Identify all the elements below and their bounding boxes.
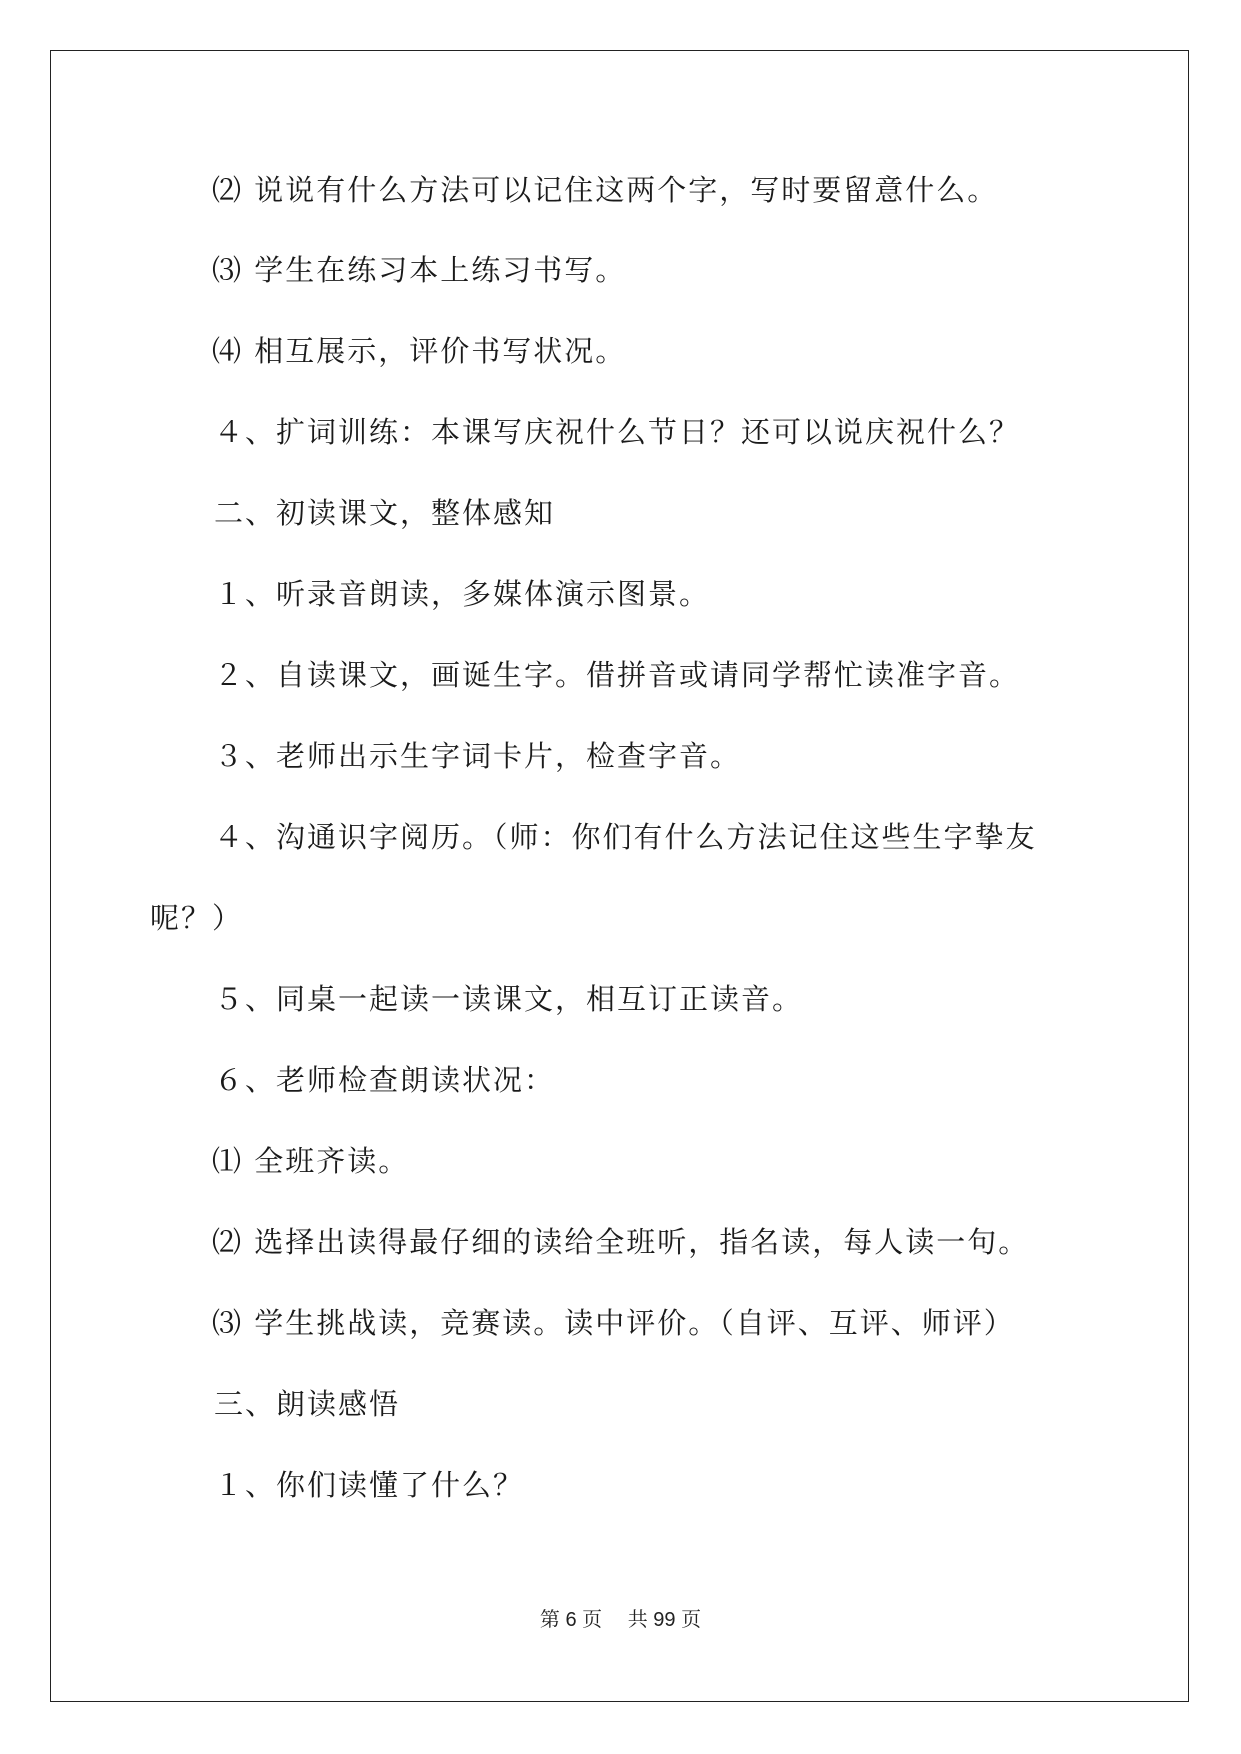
section-heading-3: 三、朗读感悟 bbox=[214, 1387, 401, 1421]
text-line-1: ⑵ 说说有什么方法可以记住这两个字，写时要留意什么。 bbox=[212, 173, 999, 207]
text-line-8: ３、老师出示生字词卡片，检查字音。 bbox=[214, 739, 742, 773]
text-line-14: ⑵ 选择出读得最仔细的读给全班听，指名读，每人读一句。 bbox=[212, 1225, 1030, 1259]
text-line-15: ⑶ 学生挑战读，竞赛读。读中评价。（自评、互评、师评） bbox=[212, 1306, 1015, 1340]
text-line-7: ２、自读课文，画诞生字。借拼音或请同学帮忙读准字音。 bbox=[214, 658, 1021, 692]
text-line-2: ⑶ 学生在练习本上练习书写。 bbox=[212, 253, 627, 287]
text-line-13: ⑴ 全班齐读。 bbox=[212, 1144, 410, 1178]
text-line-4: ４、扩词训练：本课写庆祝什么节日？还可以说庆祝什么？ bbox=[214, 415, 1021, 449]
text-line-3: ⑷ 相互展示，评价书写状况。 bbox=[212, 334, 627, 368]
text-line-6: １、听录音朗读，多媒体演示图景。 bbox=[214, 577, 711, 611]
text-line-17: １、你们读懂了什么？ bbox=[214, 1468, 525, 1502]
page-number-footer: 第 6 页 共 99 页 bbox=[539, 1609, 702, 1631]
page-border bbox=[50, 50, 1189, 1702]
text-line-9: ４、沟通识字阅历。（师：你们有什么方法记住这些生字挚友 bbox=[214, 820, 1037, 854]
section-heading-2: 二、初读课文，整体感知 bbox=[214, 496, 556, 530]
text-line-12: ６、老师检查朗读状况： bbox=[214, 1063, 556, 1097]
text-line-11: ５、同桌一起读一读课文，相互订正读音。 bbox=[214, 982, 804, 1016]
text-line-10: 呢？） bbox=[150, 901, 244, 935]
